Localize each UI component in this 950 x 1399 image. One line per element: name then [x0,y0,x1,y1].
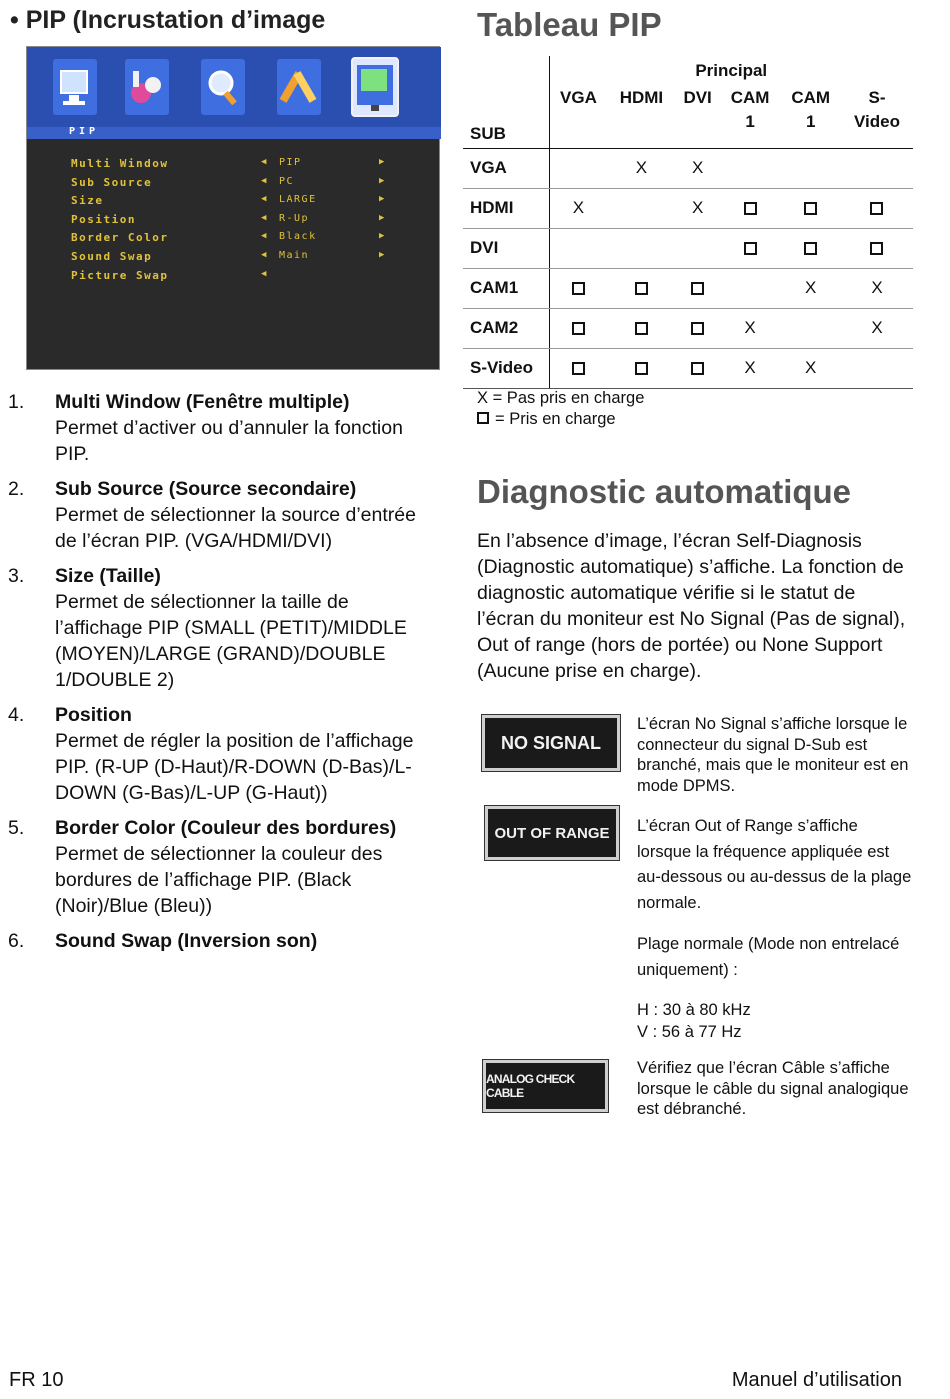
page-number: FR 10 [9,1369,64,1391]
no-signal-description: L’écran No Signal s’affiche lorsque le connecteur du signal D-Sub est branché, mais que le moniteur est en mode DPMS. [637,715,909,795]
table-heading: Tableau PIP [477,6,662,43]
table-column-header: CAM 1 [720,86,781,148]
arrow-left-icon: ◀ [261,194,268,205]
table-row [463,148,913,188]
table-column-header: VGA [549,86,607,148]
table-cell [780,308,841,348]
table-row [463,188,913,228]
out-of-range-description: L’écran Out of Range s’affiche lorsque la fréquence appliquée est au-dessous ou au-dessus de la plage normale. [637,817,912,912]
square-icon [572,362,585,375]
arrow-right-icon: ▶ [379,212,386,223]
supported-cell [841,188,913,228]
table-row [463,268,913,308]
table-cell: X [780,348,841,388]
vertical-frequency: V : 56 à 77 Hz [637,1022,742,1041]
square-icon [635,282,648,295]
feature-item [8,928,438,954]
table-cell [720,268,781,308]
supported-cell [720,188,781,228]
diagnostic-heading: Diagnostic automatique [477,473,852,510]
square-icon [572,282,585,295]
supported-cell [549,308,607,348]
square-icon [691,362,704,375]
square-icon [804,242,817,255]
arrow-right-icon: ▶ [379,157,386,167]
table-row [463,308,913,348]
manual-title: Manuel d’utilisation [731,1369,902,1391]
table-column-header: S- Video [841,86,913,148]
supported-cell [549,268,607,308]
square-icon [691,322,704,335]
table-row [463,228,913,268]
table-cell [549,148,607,188]
frequency-range [637,1000,912,1043]
feature-title: Sound Swap (Inversion son) [55,930,318,952]
osd-menu-row [71,267,401,286]
osd-menu-row [71,211,401,230]
osd-menu-row [71,248,401,267]
analog-check-cable-badge: ANALOG CHECK CABLE [483,1060,608,1112]
pip-section-heading: • PIP (Incrustation d’image [10,6,326,34]
square-icon [870,202,883,215]
normal-range-label: Plage normale (Mode non entrelacé uniquement) : [637,935,900,979]
table-cell: X [720,348,781,388]
table-cell [841,348,913,388]
table-cell: X [675,148,719,188]
osd-row-label: Multi Window [71,157,169,170]
table-column-header: CAM 1 [780,86,841,148]
table-cell: X [841,308,913,348]
analog-cable-description: Vérifiez que l’écran Câble s’affiche lorsque le câble du signal analogique est débranché. [637,1059,909,1119]
osd-row-value: Black [279,231,317,243]
square-icon [804,202,817,215]
osd-menu-list [71,155,401,285]
table-row-label: S-Video [463,348,549,388]
table-cell: X [607,148,675,188]
feature-title: Multi Window (Fenêtre multiple) [55,391,350,413]
feature-description: Permet de régler la position de l’affichage PIP. (R-UP (D-Haut)/R-DOWN (D-Bas)/L-DOWN (G-Bas)/L-UP (G-Haut)) [55,730,414,804]
square-icon [744,242,757,255]
pip-compatibility-table [463,56,913,389]
osd-menu-screenshot [26,46,440,370]
legend-square-row [477,409,644,430]
supported-cell [675,308,719,348]
table-row-label: DVI [463,228,549,268]
feature-description: Permet d’activer ou d’annuler la fonction PIP. [55,417,403,465]
supported-cell [607,348,675,388]
feature-description: Permet de sélectionner la taille de l’affichage PIP (SMALL (PETIT)/MIDDLE (MOYEN)/LARGE (GRAND)/DOUBLE 1/DOUBLE 2) [55,591,407,691]
table-column-header: DVI [675,86,719,148]
osd-menu-row [71,155,401,174]
feature-item [8,815,438,919]
arrow-left-icon: ◀ [261,231,268,242]
osd-row-value: R-Up [279,212,310,224]
osd-menu-row [71,174,401,193]
pip-icon [351,57,399,117]
supported-cell [607,308,675,348]
feature-list [8,389,438,963]
table-row-label: CAM1 [463,268,549,308]
table-legend [477,388,644,430]
feature-title: Size (Taille) [55,565,161,587]
table-row-label: HDMI [463,188,549,228]
osd-title: PIP [69,126,100,137]
feature-number: 6. [8,930,25,952]
table-column-header: HDMI [607,86,675,148]
magnifier-icon [199,57,247,117]
feature-item [8,389,438,467]
osd-row-value: LARGE [279,194,317,206]
osd-menu-row [71,229,401,248]
osd-row-label: Position [71,212,136,226]
table-cell [549,228,607,268]
feature-description: Permet de sélectionner la source d’entrée de l’écran PIP. (VGA/HDMI/DVI) [55,504,416,552]
arrow-right-icon: ▶ [379,175,386,186]
out-of-range-badge: OUT OF RANGE [485,806,619,860]
osd-menu-row [71,192,401,211]
osd-row-label: Size [71,194,104,208]
table-row-label: VGA [463,148,549,188]
feature-number: 2. [8,478,25,500]
square-icon [477,412,489,424]
supported-cell [549,348,607,388]
arrow-left-icon: ◀ [261,157,268,167]
legend-x: X = Pas pris en charge [477,389,645,407]
feature-number: 3. [8,565,25,587]
arrow-left-icon: ◀ [261,212,268,223]
osd-row-label: Sound Swap [71,249,153,263]
osd-icon-bar [27,47,441,127]
supported-cell [607,268,675,308]
table-row [463,348,913,388]
osd-row-label: Picture Swap [71,268,169,282]
diagnostic-intro: En l’absence d’image, l’écran Self-Diagnosis (Diagnostic automatique) s’affiche. La fonction de diagnostic automatique vérifie si le statut de l’écran du moniteur est No Signal (Pas de signal), Out of range (hors de portée) ou None Support (Aucune prise en charge). [477,530,906,682]
arrow-left-icon: ◀ [261,268,268,279]
table-cell: X [720,308,781,348]
supported-cell [780,188,841,228]
arrow-left-icon: ◀ [261,249,268,260]
feature-title: Position [55,704,132,726]
audio-icon [123,57,171,117]
table-cell [675,228,719,268]
arrow-right-icon: ▶ [379,249,386,260]
table-row-label: CAM2 [463,308,549,348]
supported-cell [780,228,841,268]
monitor-icon [51,57,99,117]
square-icon [691,282,704,295]
square-icon [635,362,648,375]
square-icon [870,242,883,255]
osd-row-value: PIP [279,157,302,168]
table-cell [607,228,675,268]
table-cell: X [841,268,913,308]
tools-icon [275,57,323,117]
osd-row-label: Border Color [71,231,169,245]
square-icon [744,202,757,215]
osd-row-value: PC [279,175,295,187]
square-icon [635,322,648,335]
feature-item [8,563,438,693]
osd-row-value: Main [279,249,310,261]
feature-number: 4. [8,704,25,726]
osd-row-label: Sub Source [71,175,153,189]
table-cell [841,148,913,188]
horizontal-frequency: H : 30 à 80 kHz [637,1001,751,1019]
table-principal-label: Principal [695,61,768,80]
feature-number: 1. [8,391,25,413]
feature-number: 5. [8,817,25,839]
table-cell: X [675,188,719,228]
feature-title: Border Color (Couleur des bordures) [55,817,397,839]
table-sub-label: SUB [463,56,549,148]
table-cell: X [780,268,841,308]
supported-cell [720,228,781,268]
table-cell [607,188,675,228]
arrow-right-icon: ▶ [379,194,386,205]
square-icon [572,322,585,335]
feature-title: Sub Source (Source secondaire) [55,478,357,500]
legend-square: = Pris en charge [495,410,616,428]
supported-cell [841,228,913,268]
arrow-left-icon: ◀ [261,175,268,186]
feature-description: Permet de sélectionner la couleur des bordures de l’affichage PIP. (Black (Noir)/Blue (Bleu)) [55,843,383,917]
table-cell: X [549,188,607,228]
table-cell [780,148,841,188]
supported-cell [675,268,719,308]
feature-item [8,476,438,554]
feature-item [8,702,438,806]
table-cell [720,148,781,188]
arrow-right-icon: ▶ [379,231,386,242]
table-principal-row [463,56,913,86]
supported-cell [675,348,719,388]
no-signal-badge: NO SIGNAL [482,715,620,771]
